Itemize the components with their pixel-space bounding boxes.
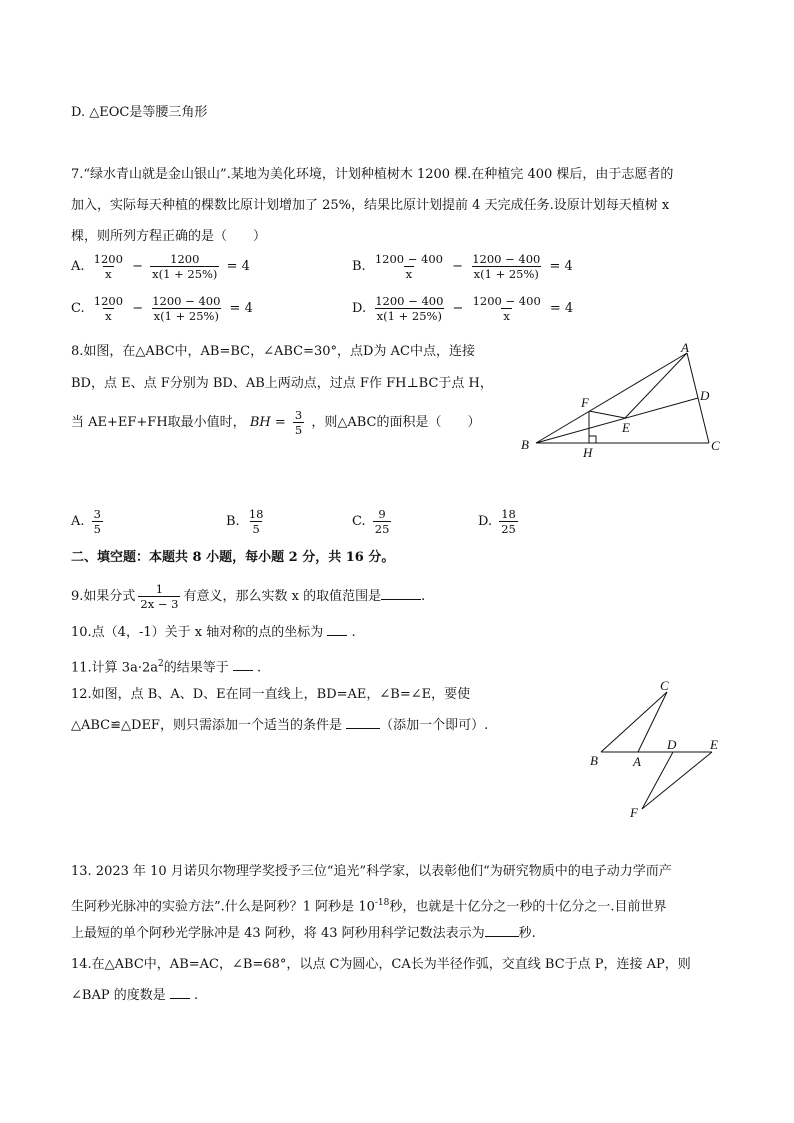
q7-option-d[interactable]: D. $\frac{1200 - 400}{x(1 + 25\%)}$ − $\frac{1200 - 400}{x}$ = 4 bbox=[352, 294, 574, 323]
q14-line1: 14.在△ABC中，AB=AC，∠B=68°，以点 C为圆心，CA长为半径作弧，交直线 BC于点 P，连接 AP，则 bbox=[71, 957, 691, 972]
seg-ca bbox=[638, 692, 667, 752]
q13-line1: 13. 2023 年 10 月诺贝尔物理学奖授予三位“追光”科学家，以表彰他们“为研究物质中的电子动力学而产 bbox=[71, 864, 672, 879]
q9: 9.如果分式 $\frac{1}{2x - 3}$ 有意义，那么实数 x 的取值范围是 . bbox=[71, 582, 426, 611]
seg-ba bbox=[536, 353, 687, 443]
seg-ea bbox=[625, 353, 687, 418]
label-a: A bbox=[633, 754, 641, 769]
q7-line3: 棵，则所列方程正确的是（ ） bbox=[71, 229, 267, 244]
q8-figure bbox=[515, 340, 730, 462]
label-h: H bbox=[583, 445, 593, 460]
q10: 10.点（4，-1）关于 x 轴对称的点的坐标为 . bbox=[71, 625, 356, 640]
seg-bc bbox=[601, 692, 667, 752]
label-c: C bbox=[660, 680, 669, 693]
q7-option-a[interactable]: A. $\frac{1200}{x}$ − $\frac{1200}{x(1 + 25\%)}$ = 4 bbox=[71, 252, 250, 281]
q7-line2: 加入，实际每天种植的棵数比原计划增加了 25%，结果比原计划提前 4 天完成任务.设原计划每天植树 x bbox=[71, 198, 670, 213]
q14-answer-blank[interactable] bbox=[170, 986, 190, 999]
label-e: E bbox=[622, 420, 630, 435]
label-b: B bbox=[590, 753, 598, 768]
label-f: F bbox=[581, 395, 589, 410]
q12-answer-blank[interactable] bbox=[346, 716, 380, 729]
q8-option-b[interactable]: B. $\frac{18}{5}$ bbox=[226, 507, 264, 536]
q12-line2: △ABC≌△DEF，则只需添加一个适当的条件是 （添加一个即可）. bbox=[71, 718, 489, 733]
q11: 11.计算 $3a\cdot 2a^2$的结果等于 . bbox=[71, 659, 262, 676]
q12-figure bbox=[585, 680, 730, 822]
q8-line1: 8.如图，在△ABC中，AB=BC，∠ABC=30°，点D为 AC中点，连接 bbox=[71, 344, 475, 359]
q7-option-b[interactable]: B. $\frac{1200 - 400}{x}$ − $\frac{1200 - 400}{x(1 + 25\%)}$ = 4 bbox=[352, 252, 573, 281]
label-c: C bbox=[711, 438, 720, 453]
q10-answer-blank[interactable] bbox=[327, 623, 347, 636]
q14-line2: ∠BAP 的度数是 . bbox=[71, 988, 199, 1003]
label-f: F bbox=[630, 805, 638, 820]
q8-line2: BD，点 E、点 F分别为 BD、AB上两动点，过点 F作 FH⊥BC于点 H， bbox=[71, 376, 493, 391]
label-b: B bbox=[521, 437, 529, 452]
seg-bd bbox=[536, 398, 698, 443]
seg-fd bbox=[642, 752, 673, 809]
q13-line3: 上最短的单个阿秒光学脉冲是 43 阿秒，将 43 阿秒用科学记数法表示为 秒. bbox=[71, 926, 536, 941]
section-heading-fill-in: 二、填空题：本题共 8 小题，每小题 2 分，共 16 分。 bbox=[71, 550, 395, 565]
q7-line1: 7.“绿水青山就是金山银山”.某地为美化环境，计划种植树木 1200 棵.在种植完 400 棵后，由于志愿者的 bbox=[71, 167, 674, 182]
q11-answer-blank[interactable] bbox=[233, 658, 253, 671]
q9-answer-blank[interactable] bbox=[381, 587, 421, 600]
q8-option-a[interactable]: A. $\frac{3}{5}$ bbox=[71, 507, 101, 536]
q13-line2: 生阿秒光脉冲的实验方法”.什么是阿秒？1 阿秒是 $10^{-18}$秒，也就是十亿分之一秒的十亿分之一.目前世界 bbox=[71, 898, 667, 915]
seg-ef bbox=[642, 752, 712, 809]
q8-line3: 当 AE+EF+FH取最小值时， BH = $\frac{3}{5}$ ，则△ABC的面积是（ ） bbox=[71, 408, 481, 437]
label-d: D bbox=[700, 388, 710, 403]
q7-option-c[interactable]: C. $\frac{1200}{x}$ − $\frac{1200 - 400}{x(1 + 25\%)}$ = 4 bbox=[71, 294, 253, 323]
q8-option-d[interactable]: D. $\frac{18}{25}$ bbox=[478, 507, 516, 536]
right-angle-mark bbox=[589, 436, 596, 443]
q12-line1: 12.如图，点 B、A、D、E在同一直线上，BD=AE，∠B=∠E，要使 bbox=[71, 687, 471, 702]
q6-option-d: D. △EOC是等腰三角形 bbox=[71, 105, 208, 120]
label-a: A bbox=[681, 340, 689, 355]
q8-option-c[interactable]: C. $\frac{9}{25}$ bbox=[352, 507, 390, 536]
q13-answer-blank[interactable] bbox=[485, 924, 519, 937]
seg-fe bbox=[589, 411, 625, 418]
label-d: D bbox=[667, 737, 677, 752]
label-e: E bbox=[710, 737, 718, 752]
